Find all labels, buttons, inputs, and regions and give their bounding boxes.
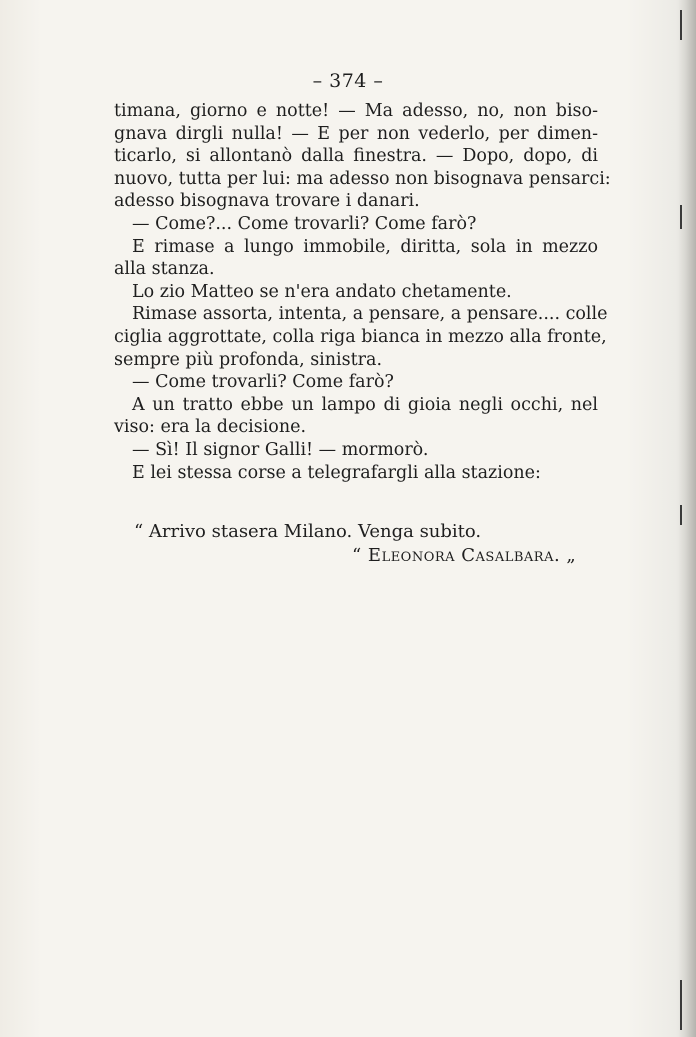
text-line: Lo zio Matteo se n'era andato chetamente. — [132, 281, 512, 302]
text-line: A un tratto ebbe un lampo di gioia negli occhi, nel — [132, 394, 598, 415]
edge-mark — [680, 505, 682, 525]
page-number: – 374 – — [312, 70, 384, 92]
text-line: E lei stessa corse a telegrafargli alla stazione: — [132, 462, 541, 483]
body-text — [114, 100, 611, 484]
edge-mark — [680, 10, 682, 40]
text-line: sempre più profonda, sinistra. — [114, 349, 383, 370]
text-line: adesso bisognava trovare i danari. — [114, 191, 420, 212]
edge-mark — [680, 980, 682, 1030]
text-line: timana, giorno e notte! — Ma adesso, no, non biso- — [114, 101, 598, 121]
text-line: — Come?... Come trovarli? Come farò? — [132, 213, 477, 234]
text-line: ticarlo, si allontanò dalla finestra. — Dopo, dopo, di — [114, 146, 598, 167]
text-line: ciglia aggrottate, colla riga bianca in mezzo alla fronte, — [114, 326, 607, 347]
telegram-text: “ Arrivo stasera Milano. Venga subito. — [134, 521, 482, 542]
text-line: — Sì! Il signor Galli! — mormorò. — [132, 439, 429, 460]
edge-mark — [680, 205, 682, 229]
telegram-quote — [134, 520, 604, 568]
text-line: alla stanza. — [114, 259, 215, 280]
text-line: Rimase assorta, intenta, a pensare, a pensare.... colle — [132, 304, 608, 325]
text-line: — Come trovarli? Come farò? — [132, 372, 394, 393]
text-line: nuovo, tutta per lui: ma adesso non bisognava pensarci: — [114, 168, 611, 189]
text-line: E rimase a lungo immobile, diritta, sola in mezzo — [132, 236, 598, 257]
text-line: viso: era la decisione. — [114, 417, 307, 438]
telegram-signature: “ Eleonora Casalbara. „ — [352, 545, 577, 566]
text-line: gnava dirgli nulla! — E per non vederlo, per dimen- — [114, 123, 598, 144]
